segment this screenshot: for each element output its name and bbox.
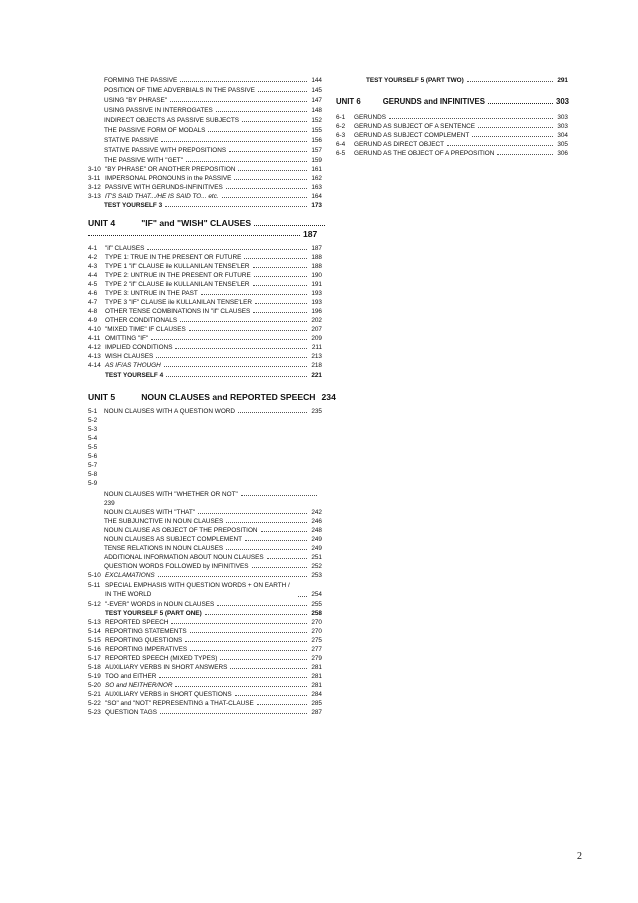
toc-entry-page: 159 bbox=[311, 157, 322, 164]
toc-entry-number: 5-19 bbox=[88, 673, 101, 680]
toc-entry-page: 248 bbox=[311, 527, 322, 534]
toc-entry bbox=[88, 618, 322, 627]
toc-entry-page: 253 bbox=[311, 572, 322, 579]
toc-entry bbox=[88, 325, 322, 334]
toc-entry-page: 164 bbox=[311, 193, 322, 200]
toc-entry-title: OTHER TENSE COMBINATIONS IN "if" CLAUSES bbox=[105, 308, 251, 315]
toc-entry bbox=[104, 126, 322, 135]
toc-entry-title: TEST YOURSELF 4 bbox=[105, 372, 164, 379]
unit-page-number: 303 bbox=[555, 97, 569, 106]
toc-entry-page: 156 bbox=[311, 137, 322, 144]
toc-entry-title: IT'S SAID THAT.../HE IS SAID TO... etc. bbox=[105, 193, 219, 200]
leader-dots bbox=[165, 206, 307, 207]
toc-entry-page: 209 bbox=[311, 335, 322, 342]
section-number: 5-2 bbox=[88, 417, 98, 424]
toc-entry-number: 4-4 bbox=[88, 272, 98, 279]
toc-entry-page: 155 bbox=[311, 127, 322, 134]
toc-entry-page: 291 bbox=[557, 77, 568, 84]
toc-entry-number: 4-9 bbox=[88, 317, 98, 324]
toc-entry-number: 6-2 bbox=[336, 123, 346, 130]
toc-entry-page: 218 bbox=[311, 362, 322, 369]
leader-dots bbox=[226, 522, 307, 523]
toc-entry bbox=[336, 122, 568, 131]
leader-dots bbox=[88, 235, 300, 236]
toc-entry-page: 188 bbox=[311, 263, 322, 270]
leader-dots bbox=[216, 111, 307, 112]
leader-dots bbox=[242, 121, 307, 122]
toc-entry bbox=[88, 271, 322, 280]
toc-entry-number: 6-1 bbox=[336, 114, 346, 121]
toc-entry-title: REPORTED SPEECH bbox=[105, 619, 169, 626]
toc-entry-number: 5-23 bbox=[88, 709, 101, 716]
toc-entry-title: AS IF/AS THOUGH bbox=[105, 362, 161, 369]
unit-title: NOUN CLAUSES and REPORTED SPEECH bbox=[141, 392, 316, 402]
toc-entry-number: 5-14 bbox=[88, 628, 101, 635]
toc-entry-page: 196 bbox=[311, 308, 322, 315]
toc-entry-number: 4-3 bbox=[88, 263, 98, 270]
toc-entry bbox=[104, 490, 320, 499]
toc-entry bbox=[88, 298, 322, 307]
leader-dots bbox=[235, 695, 307, 696]
toc-entry-title: ADDITIONAL INFORMATION ABOUT NOUN CLAUSES bbox=[104, 554, 264, 561]
leader-dots bbox=[226, 188, 307, 189]
toc-entry bbox=[88, 636, 322, 645]
toc-entry bbox=[88, 253, 322, 262]
leader-dots bbox=[472, 136, 553, 137]
toc-entry-title: IMPERSONAL PRONOUNS in the PASSIVE bbox=[105, 175, 232, 182]
toc-entry-page: 144 bbox=[311, 77, 322, 84]
toc-entry-page: 187 bbox=[311, 245, 322, 252]
toc-entry-title: "-EVER" WORDS in NOUN CLAUSES bbox=[105, 601, 215, 608]
toc-entry-number: 4-11 bbox=[88, 335, 101, 342]
toc-entry bbox=[104, 76, 322, 85]
toc-entry bbox=[88, 690, 322, 699]
toc-entry-number: 4-14 bbox=[88, 362, 101, 369]
leader-dots bbox=[252, 567, 307, 568]
leader-dots bbox=[245, 540, 307, 541]
toc-entry-title: THE SUBJUNCTIVE IN NOUN CLAUSES bbox=[104, 518, 224, 525]
toc-entry-number: 5-22 bbox=[88, 700, 101, 707]
toc-entry-page: 306 bbox=[557, 150, 568, 157]
toc-entry-number: 4-13 bbox=[88, 353, 101, 360]
toc-entry-number: 3-10 bbox=[88, 166, 101, 173]
toc-entry-page: 190 bbox=[311, 272, 322, 279]
leader-dots bbox=[220, 659, 307, 660]
toc-entry-page: 270 bbox=[311, 628, 322, 635]
toc-entry-title: NOUN CLAUSES WITH A QUESTION WORD bbox=[104, 408, 236, 415]
toc-entry-number: 6-3 bbox=[336, 132, 346, 139]
toc-entry-title: "if" CLAUSES bbox=[105, 245, 145, 252]
toc-entry bbox=[104, 146, 322, 155]
section-number: 5-3 bbox=[88, 426, 98, 433]
toc-entry-title: AUXILIARY VERBS in SHORT QUESTIONS bbox=[105, 691, 232, 698]
toc-entry-title: AUXILIARY VERBS IN SHORT ANSWERS bbox=[105, 664, 228, 671]
leader-dots bbox=[156, 357, 307, 358]
test-yourself-entry bbox=[105, 609, 322, 618]
toc-entry-title: NOUN CLAUSES AS SUBJECT COMPLEMENT bbox=[104, 536, 243, 543]
leader-dots bbox=[217, 605, 307, 606]
toc-entry-number: 4-10 bbox=[88, 326, 101, 333]
toc-entry-page: 193 bbox=[311, 299, 322, 306]
toc-entry-title: TOO and EITHER bbox=[105, 673, 157, 680]
leader-dots bbox=[175, 348, 307, 349]
toc-entry-number: 5-10 bbox=[88, 572, 101, 579]
toc-entry bbox=[88, 192, 322, 201]
leader-dots bbox=[253, 312, 307, 313]
leader-dots bbox=[253, 267, 307, 268]
toc-entry bbox=[104, 553, 322, 562]
toc-entry-number: 6-4 bbox=[336, 141, 346, 148]
toc-entry bbox=[104, 96, 322, 105]
leader-dots bbox=[255, 303, 307, 304]
leader-dots bbox=[222, 197, 307, 198]
toc-entry-page: 213 bbox=[311, 353, 322, 360]
toc-entry-page: 270 bbox=[311, 619, 322, 626]
unit-page-number: 187 bbox=[303, 229, 318, 239]
toc-entry-title: STATIVE PASSIVE WITH PREPOSITIONS bbox=[104, 147, 227, 154]
leader-dots bbox=[180, 321, 307, 322]
toc-entry bbox=[88, 581, 322, 599]
toc-entry-title: TEST YOURSELF 5 (PART ONE) bbox=[105, 610, 202, 617]
leader-dots bbox=[254, 276, 307, 277]
toc-entry-title: NOUN CLAUSES WITH "WHETHER OR NOT" bbox=[104, 491, 238, 498]
toc-entry-page: 305 bbox=[557, 141, 568, 148]
toc-entry bbox=[88, 244, 322, 253]
toc-entry-number: 4-8 bbox=[88, 308, 98, 315]
toc-entry-title: TEST YOURSELF 5 (PART TWO) bbox=[366, 77, 464, 84]
toc-entry-number: 4-2 bbox=[88, 254, 98, 261]
toc-entry-page: 157 bbox=[311, 147, 322, 154]
leader-dots bbox=[238, 412, 307, 413]
toc-entry bbox=[88, 654, 322, 663]
page-number: 2 bbox=[577, 851, 582, 862]
toc-entry bbox=[336, 149, 568, 158]
unit-4-heading bbox=[88, 217, 328, 229]
toc-entry bbox=[88, 708, 322, 717]
leader-dots bbox=[198, 513, 307, 514]
leader-dots bbox=[488, 103, 553, 104]
toc-entry-title: EXCLAMATIONS bbox=[105, 572, 155, 579]
toc-entry-number: 3-12 bbox=[88, 184, 101, 191]
toc-entry bbox=[88, 334, 322, 343]
toc-entry-page: 211 bbox=[311, 344, 322, 351]
toc-entry bbox=[104, 544, 322, 553]
leader-dots bbox=[185, 641, 307, 642]
toc-entry-page: 281 bbox=[311, 682, 322, 689]
leader-dots bbox=[166, 376, 307, 377]
toc-entry-page: 304 bbox=[557, 132, 568, 139]
leader-dots bbox=[151, 339, 307, 340]
toc-entry bbox=[88, 672, 322, 681]
toc-entry-title: TYPE 1: TRUE IN THE PRESENT OR FUTURE bbox=[105, 254, 242, 261]
leader-dots bbox=[159, 677, 307, 678]
leader-dots bbox=[234, 179, 307, 180]
toc-entry-page: 303 bbox=[557, 123, 568, 130]
leader-dots bbox=[201, 294, 307, 295]
toc-entry-page: 242 bbox=[311, 509, 322, 516]
leader-dots bbox=[241, 495, 317, 496]
toc-entry bbox=[88, 289, 322, 298]
toc-entry-title: THE PASSIVE WITH "GET" bbox=[104, 157, 183, 164]
toc-entry bbox=[104, 508, 322, 517]
toc-entry bbox=[88, 174, 322, 183]
toc-entry-title: GERUNDS bbox=[354, 114, 386, 121]
unit-label: UNIT 6 bbox=[336, 97, 361, 106]
toc-entry-page: 161 bbox=[311, 166, 322, 173]
toc-entry-title: GERUND AS SUBJECT OF A SENTENCE bbox=[354, 123, 475, 130]
toc-entry-page: 258 bbox=[311, 610, 322, 617]
toc-entry-title: TYPE 3: UNTRUE IN THE PAST bbox=[105, 290, 198, 297]
leader-dots bbox=[257, 704, 307, 705]
toc-entry bbox=[88, 361, 322, 370]
toc-entry-page: 249 bbox=[311, 545, 322, 552]
toc-entry-number: 3-13 bbox=[88, 193, 101, 200]
toc-entry-page: 285 bbox=[311, 700, 322, 707]
section-number: 5-7 bbox=[88, 462, 98, 469]
leader-dots bbox=[497, 154, 553, 155]
toc-entry-title: IMPLIED CONDITIONS bbox=[105, 344, 173, 351]
toc-entry-page: 252 bbox=[311, 563, 322, 570]
leader-dots bbox=[254, 225, 325, 226]
toc-entry-page: 281 bbox=[311, 673, 322, 680]
toc-entry-title: GERUND AS SUBJECT COMPLEMENT bbox=[354, 132, 470, 139]
toc-entry bbox=[104, 407, 322, 416]
toc-entry bbox=[88, 165, 322, 174]
toc-entry bbox=[88, 343, 322, 352]
toc-entry-title: WISH CLAUSES bbox=[105, 353, 154, 360]
toc-entry bbox=[104, 156, 322, 165]
toc-entry-page: 152 bbox=[311, 117, 322, 124]
unit-label: UNIT 4 bbox=[88, 218, 116, 228]
toc-entry-title: QUESTION TAGS bbox=[105, 709, 157, 716]
toc-entry-title: TENSE RELATIONS IN NOUN CLAUSES bbox=[104, 545, 224, 552]
toc-entry-title: REPORTING QUESTIONS bbox=[105, 637, 183, 644]
toc-entry-title: TEST YOURSELF 3 bbox=[104, 202, 163, 209]
toc-entry-page: 239 bbox=[104, 500, 115, 507]
toc-entry-title: TYPE 3 "IF" CLAUSE ile KULLANILAN TENSE'LER bbox=[105, 299, 252, 306]
toc-entry-title: "BY PHRASE" OR ANOTHER PREPOSITION bbox=[105, 166, 236, 173]
toc-entry-number: 5-15 bbox=[88, 637, 101, 644]
toc-entry-title: SPECIAL EMPHASIS WITH QUESTION WORDS + ON EARTH / IN THE WORLD bbox=[105, 582, 290, 598]
toc-entry-page: 193 bbox=[311, 290, 322, 297]
test-yourself-entry bbox=[366, 76, 568, 85]
leader-dots bbox=[253, 285, 307, 286]
section-number: 5-5 bbox=[88, 444, 98, 451]
toc-entry-title: USING PASSIVE IN INTERROGATES bbox=[104, 107, 213, 114]
toc-entry-number: 5-20 bbox=[88, 682, 101, 689]
toc-entry-title: USING "BY PHRASE" bbox=[104, 97, 168, 104]
section-number: 5-9 bbox=[88, 480, 98, 487]
leader-dots bbox=[298, 596, 307, 597]
toc-entry-title: REPORTING STATEMENTS bbox=[105, 628, 187, 635]
toc-entry bbox=[88, 183, 322, 192]
toc-entry bbox=[104, 526, 322, 535]
toc-entry-title: TYPE 2 "if" CLAUSE ile KULLANILAN TENSE'LER bbox=[105, 281, 250, 288]
toc-entry-page: 148 bbox=[311, 107, 322, 114]
toc-entry-page: 221 bbox=[311, 372, 322, 379]
toc-entry-page: 145 bbox=[311, 87, 322, 94]
test-yourself-entry bbox=[104, 201, 322, 210]
toc-entry bbox=[88, 307, 322, 316]
leader-dots bbox=[180, 81, 307, 82]
toc-entry bbox=[104, 562, 322, 571]
section-number: 5-6 bbox=[88, 453, 98, 460]
leader-dots bbox=[261, 531, 307, 532]
toc-entry bbox=[88, 645, 322, 654]
leader-dots bbox=[478, 127, 553, 128]
leader-dots bbox=[161, 141, 307, 142]
toc-entry bbox=[88, 352, 322, 361]
leader-dots bbox=[160, 713, 307, 714]
toc-entry-number: 4-1 bbox=[88, 245, 98, 252]
toc-entry-page: 188 bbox=[311, 254, 322, 261]
toc-entry-number: 5-16 bbox=[88, 646, 101, 653]
unit-5-heading bbox=[88, 391, 336, 403]
toc-entry bbox=[88, 600, 322, 609]
leader-dots bbox=[190, 650, 307, 651]
test-yourself-entry bbox=[105, 371, 322, 380]
leader-dots bbox=[230, 668, 307, 669]
toc-entry-number: 5-21 bbox=[88, 691, 101, 698]
leader-dots bbox=[205, 614, 307, 615]
leader-dots bbox=[186, 161, 307, 162]
toc-entry-title: OTHER CONDITIONALS bbox=[105, 317, 178, 324]
toc-entry-page: 147 bbox=[311, 97, 322, 104]
toc-entry-title: REPORTED SPEECH (MIXED TYPES) bbox=[105, 655, 218, 662]
toc-entry-page: 279 bbox=[311, 655, 322, 662]
toc-entry-number: 5-17 bbox=[88, 655, 101, 662]
toc-entry-title: NOUN CLAUSE AS OBJECT OF THE PREPOSITION bbox=[104, 527, 258, 534]
toc-entry-title: FORMING THE PASSIVE bbox=[104, 77, 178, 84]
toc-entry-page: 281 bbox=[311, 664, 322, 671]
toc-entry-title: POSITION OF TIME ADVERBIALS IN THE PASSIVE bbox=[104, 87, 255, 94]
toc-entry bbox=[88, 627, 322, 636]
toc-entry-title: GERUND AS DIRECT OBJECT bbox=[354, 141, 445, 148]
toc-entry-number: 5-12 bbox=[88, 601, 101, 608]
toc-entry-title: GERUND AS THE OBJECT OF A PREPOSITION bbox=[354, 150, 495, 157]
toc-entry-number: 5-18 bbox=[88, 664, 101, 671]
toc-entry-number: 4-6 bbox=[88, 290, 98, 297]
unit-title: GERUNDS and INFINITIVES bbox=[382, 97, 485, 106]
toc-entry-title: QUESTION WORDS FOLLOWED by INFINITIVES bbox=[104, 563, 249, 570]
toc-entry-page: 303 bbox=[557, 114, 568, 121]
toc-entry-page: 207 bbox=[311, 326, 322, 333]
toc-entry-page: 173 bbox=[311, 202, 322, 209]
toc-entry-page: 249 bbox=[311, 536, 322, 543]
toc-entry-number: 4-5 bbox=[88, 281, 98, 288]
toc-entry-title: THE PASSIVE FORM OF MODALS bbox=[104, 127, 206, 134]
toc-entry-title: "MIXED TIME" IF CLAUSES bbox=[105, 326, 186, 333]
toc-entry bbox=[104, 86, 322, 95]
toc-entry bbox=[336, 140, 568, 149]
leader-dots bbox=[170, 101, 307, 102]
toc-entry-page: 287 bbox=[311, 709, 322, 716]
toc-entry-number: 3-11 bbox=[88, 175, 101, 182]
toc-entry bbox=[88, 681, 322, 690]
toc-entry-page: 254 bbox=[311, 591, 322, 598]
toc-entry-page: 251 bbox=[311, 554, 322, 561]
toc-entry-page: 163 bbox=[311, 184, 322, 191]
leader-dots bbox=[447, 145, 553, 146]
toc-entry bbox=[88, 663, 322, 672]
leader-dots bbox=[226, 549, 307, 550]
unit-label: UNIT 5 bbox=[88, 392, 116, 402]
toc-entry-number: 4-7 bbox=[88, 299, 98, 306]
leader-dots bbox=[389, 118, 553, 119]
toc-entry-page: 191 bbox=[311, 281, 322, 288]
leader-dots bbox=[158, 576, 307, 577]
toc-entry-number: 5-13 bbox=[88, 619, 101, 626]
toc-entry bbox=[88, 571, 322, 580]
toc-entry-title: PASSIVE WITH GERUNDS-INFINITIVES bbox=[105, 184, 223, 191]
section-number: 5-8 bbox=[88, 471, 98, 478]
toc-entry-title: TYPE 2: UNTRUE IN THE PRESENT OR FUTURE bbox=[105, 272, 251, 279]
toc-entry-title: TYPE 1 "if" CLAUSE ile KULLANILAN TENSE'LER bbox=[105, 263, 250, 270]
toc-entry bbox=[88, 699, 322, 708]
leader-dots bbox=[175, 686, 307, 687]
unit-4-page bbox=[303, 228, 317, 240]
toc-entry-page: 162 bbox=[311, 175, 322, 182]
toc-entry-title: REPORTING IMPERATIVES bbox=[105, 646, 188, 653]
leader-dots bbox=[467, 81, 553, 82]
toc-entry-title: "SO" and "NOT" REPRESENTING a THAT-CLAUSE bbox=[105, 700, 254, 707]
leader-dots bbox=[267, 558, 307, 559]
leader-dots bbox=[189, 330, 307, 331]
toc-entry bbox=[88, 316, 322, 325]
toc-entry bbox=[336, 113, 568, 122]
unit-page-number: 234 bbox=[321, 392, 336, 402]
toc-entry bbox=[104, 106, 322, 115]
leader-dots bbox=[190, 632, 307, 633]
toc-entry-title: INDIRECT OBJECTS AS PASSIVE SUBJECTS bbox=[104, 117, 240, 124]
toc-entry-title: STATIVE PASSIVE bbox=[104, 137, 159, 144]
toc-entry bbox=[336, 131, 568, 140]
toc-entry bbox=[88, 280, 322, 289]
toc-entry bbox=[104, 535, 322, 544]
section-number: 5-1 bbox=[88, 408, 98, 415]
leader-dots bbox=[147, 249, 307, 250]
leader-dots bbox=[171, 623, 307, 624]
toc-entry-title: SO and NEITHER/NOR bbox=[105, 682, 173, 689]
leader-dots bbox=[238, 170, 307, 171]
unit-title: "IF" and "WISH" CLAUSES bbox=[141, 218, 252, 228]
leader-dots bbox=[258, 91, 307, 92]
toc-entry-number: 4-12 bbox=[88, 344, 101, 351]
toc-entry-number: 5-11 bbox=[88, 582, 101, 589]
toc-entry-page: 246 bbox=[311, 518, 322, 525]
toc-entry-page: 255 bbox=[311, 601, 322, 608]
toc-entry-number: 6-5 bbox=[336, 150, 346, 157]
toc-entry bbox=[104, 517, 322, 526]
leader-dots bbox=[244, 258, 307, 259]
toc-entry-title: NOUN CLAUSES WITH "THAT" bbox=[104, 509, 196, 516]
toc-entry-page: 277 bbox=[311, 646, 322, 653]
leader-dots bbox=[229, 151, 307, 152]
toc-entry-page: 275 bbox=[311, 637, 322, 644]
toc-entry-title: OMITTING "IF" bbox=[105, 335, 149, 342]
unit-6-heading bbox=[336, 96, 569, 108]
leader-dots bbox=[164, 366, 307, 367]
section-number: 5-4 bbox=[88, 435, 98, 442]
toc-entry bbox=[88, 262, 322, 271]
toc-entry-page: 202 bbox=[311, 317, 322, 324]
leader-dots bbox=[208, 131, 307, 132]
toc-entry bbox=[104, 136, 322, 145]
toc-entry bbox=[104, 116, 322, 125]
toc-entry-page: 235 bbox=[311, 408, 322, 415]
toc-entry-page: 284 bbox=[311, 691, 322, 698]
